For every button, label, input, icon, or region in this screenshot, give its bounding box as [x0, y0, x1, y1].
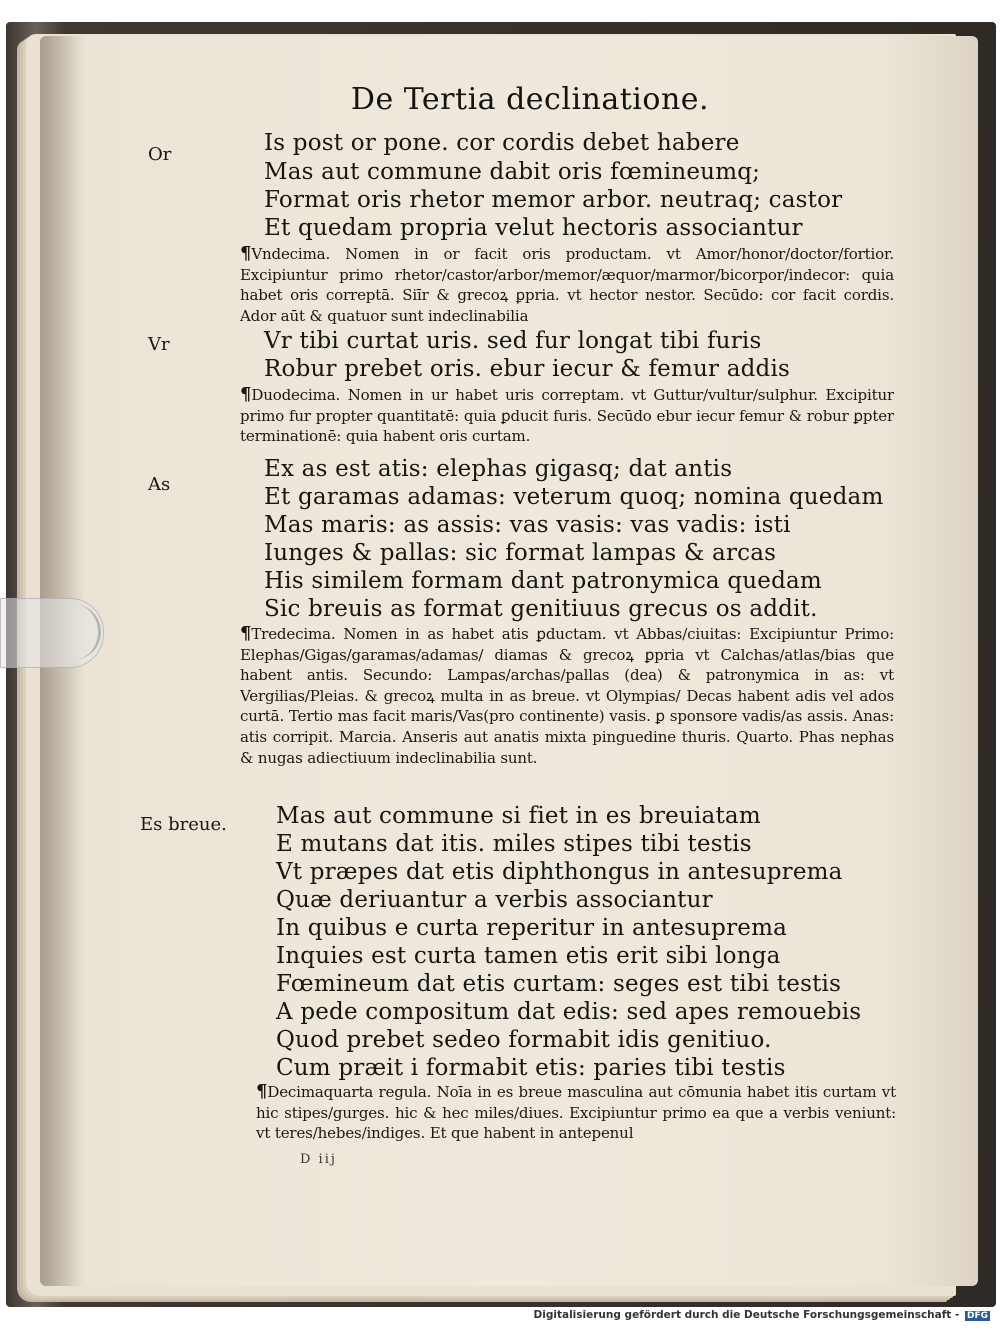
pilcrow-icon: ¶ — [240, 244, 252, 264]
verse-line: Et garamas adamas: veterum quoq; nomina quedam — [264, 484, 884, 510]
verse-line: Ex as est atis: elephas gigasq; dat antis — [264, 456, 733, 482]
pilcrow-icon: ¶ — [256, 1082, 268, 1102]
verse-line: Quæ deriuantur a verbis associantur — [276, 887, 713, 913]
verse-line: Quod prebet sedeo formabit idis genitiuo. — [276, 1027, 772, 1053]
verse-line: Is post or pone. cor cordis debet habere — [264, 130, 740, 156]
verse-line: Mas maris: as assis: vas vasis: vas vadis: isti — [264, 512, 791, 538]
verse-line: E mutans dat itis. miles stipes tibi testis — [276, 831, 752, 857]
verse-line: Iunges & pallas: sic format lampas & arcas — [264, 540, 777, 566]
margin-label-ur: Vr — [148, 334, 170, 355]
commentary-es — [256, 1082, 896, 1146]
footer-text: Digitalisierung gefördert durch die Deutsche Forschungsgemeinschaft - — [533, 1309, 960, 1321]
commentary-es-text: Decimaquarta regula. Noīa in es breue masculina aut cōmunia habet itis curtam vt hic stipes/gurges. hic & hec miles/diues. Excipiuntur primo ea que a verbis veniunt: vt teres/hebes/indiges. Et que habent in antepenul — [256, 1083, 896, 1143]
commentary-ur — [240, 385, 894, 449]
verse-line: Mas aut commune dabit oris fœmineumq; — [264, 159, 761, 185]
verse-line: Sic breuis as format genitiuus grecus os addit. — [264, 596, 818, 622]
verse-line: In quibus e curta reperitur in antesuprema — [276, 915, 788, 941]
verse-line: Et quedam propria velut hectoris associantur — [264, 215, 803, 241]
verse-line: Vt præpes dat etis diphthongus in antesuprema — [276, 859, 843, 885]
dfg-logo: DFG — [966, 1311, 988, 1321]
verse-line: Fœmineum dat etis curtam: seges est tibi testis — [276, 971, 842, 997]
digitization-footer — [534, 1309, 990, 1321]
verse-line: His similem formam dant patronymica quedam — [264, 568, 822, 594]
commentary-as — [240, 624, 894, 794]
verse-line: Vr tibi curtat uris. sed fur longat tibi furis — [264, 328, 762, 354]
commentary-ur-text: Duodecima. Nomen in ur habet uris correptam. vt Guttur/vultur/sulphur. Excipitur primo fur propter quantitatē: quia ꝑducit furis. Secūdo ebur iecur femur & robur ꝑpter terminationē: quia habent oris curtam. — [240, 386, 894, 446]
commentary-as-text: Tredecima. Nomen in as habet atis ꝑductam. vt Abbas/ciuitas: Excipiuntur Primo: Elephas/Gigas/garamas/adamas/ diamas & grecoꝝ ꝑpria vt Calchas/atlas/bias que habent antis. Secundo: Lampas/archas/pallas (dea) & patronymica in as: vt Vergilias/Pleias. & grecoꝝ multa in as breue. vt Olympias/ Decas habent adis vel ados curtā. Tertio mas facit maris/Vas(pro continente) vasis. ꝑ sponsore vadis/as assis. Anas: atis corripit. Marcia. Anseris aut anatis mixta pinguedine thuris. Quarto. Phas nephas & nugas adiectiuum indeclinabilia sunt. — [240, 625, 894, 767]
verse-line: Mas aut commune si fiet in es breuiatam — [276, 803, 761, 829]
commentary-or — [240, 244, 894, 330]
running-head: De Tertia declinatione. — [350, 82, 710, 117]
margin-label-es-breue: Es breue. — [140, 814, 227, 835]
verse-line: Format oris rhetor memor arbor. neutraq; castor — [264, 187, 843, 213]
pilcrow-icon: ¶ — [240, 624, 252, 644]
pilcrow-icon: ¶ — [240, 385, 252, 405]
margin-label-or: Or — [148, 144, 172, 165]
verse-line: A pede compositum dat edis: sed apes remouebis — [276, 999, 862, 1025]
margin-label-as: As — [148, 474, 171, 495]
commentary-or-text: Vndecima. Nomen in or facit oris productam. vt Amor/honor/doctor/fortior. Excipiuntur primo rhetor/castor/arbor/memor/æquor/marmor/bicorpor/indecor: quia habet oris correptā. Siīr & grecoꝝ ꝑpria. vt hector nestor. Secūdo: cor facit cordis. Ador aūt & quatuor sunt indeclinabilia — [240, 245, 894, 325]
verse-line: Robur prebet oris. ebur iecur & femur addis — [264, 356, 791, 382]
verse-line: Cum præit i formabit etis: paries tibi testis — [276, 1055, 786, 1081]
signature-mark: D iij — [300, 1152, 337, 1167]
verse-line: Inquies est curta tamen etis erit sibi longa — [276, 943, 781, 969]
